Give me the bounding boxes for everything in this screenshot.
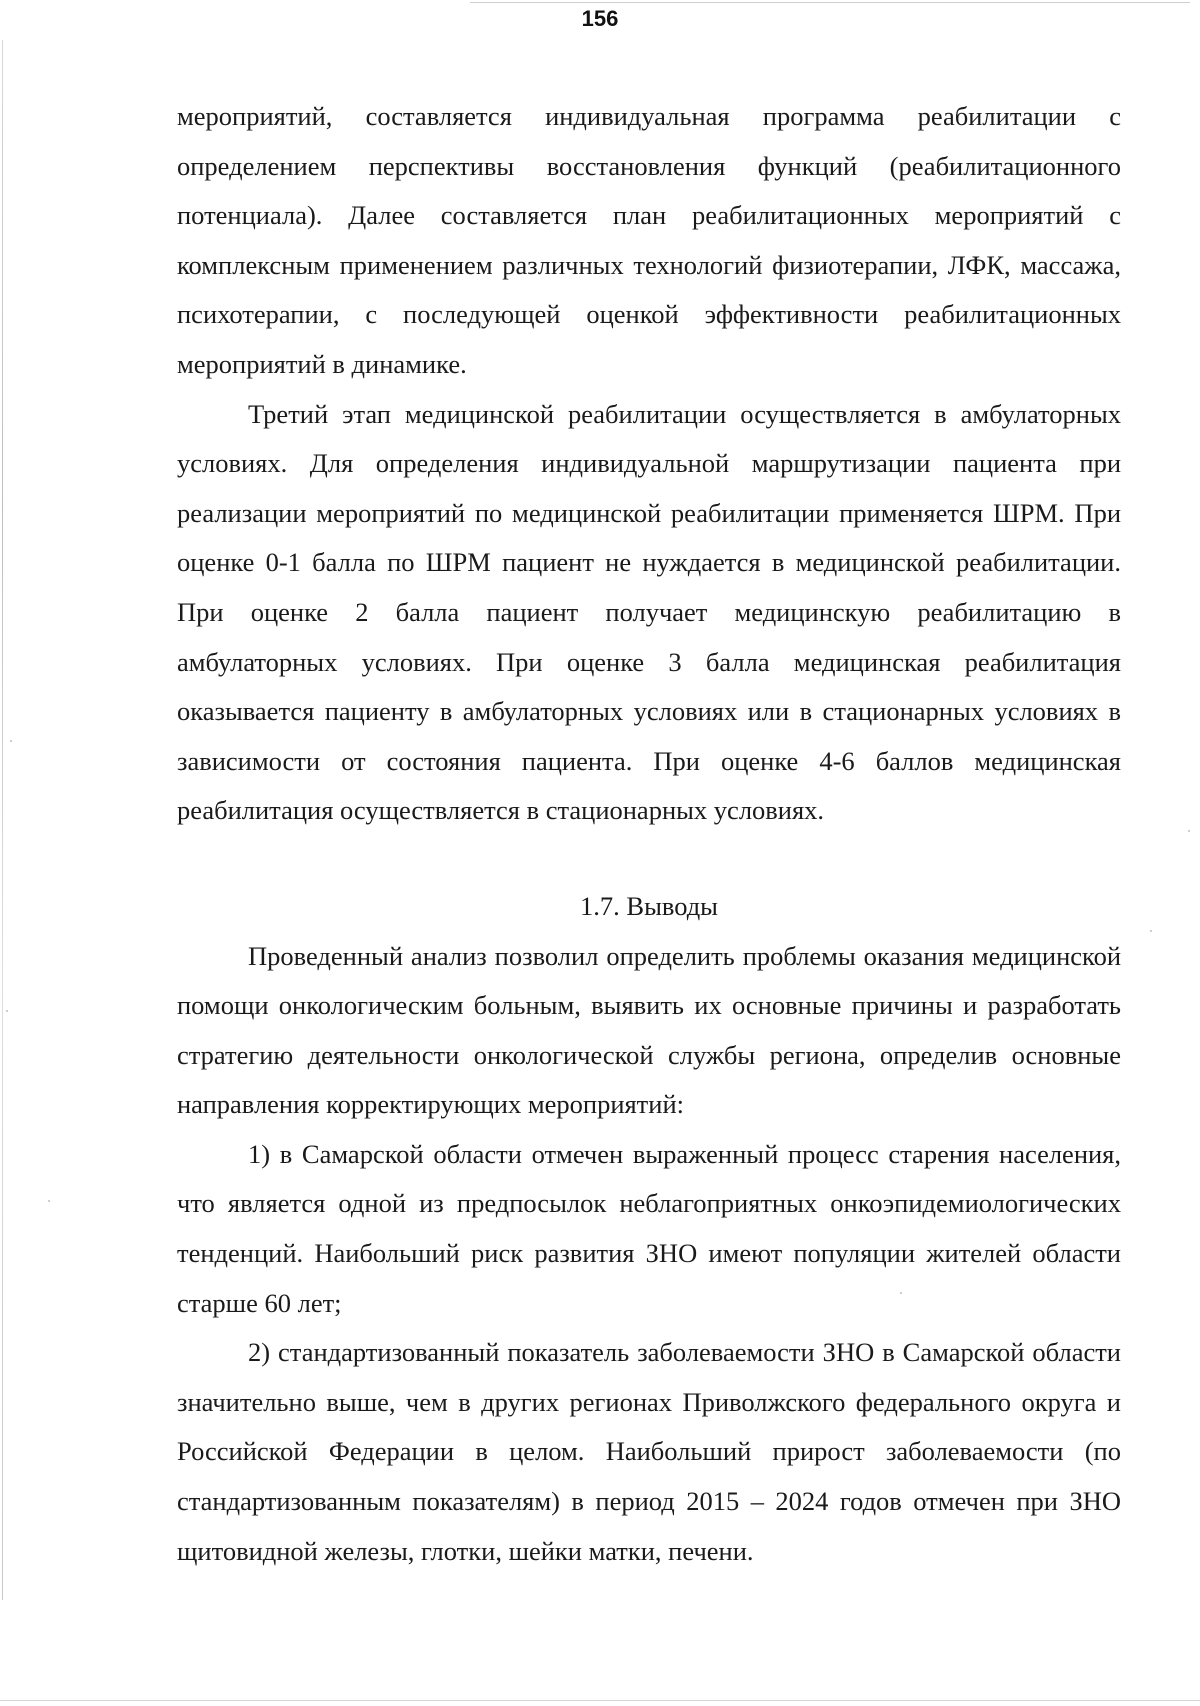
list-item-1: 1) в Самарской области отмечен выраженный процесс старения населения, что является одной из предпосылок неблагоприятных онкоэпидемиологических тенденций. Наибольший риск развития ЗНО имеют популяции жителей области старше 60 лет; — [177, 1138, 1121, 1318]
scan-edge-top — [470, 2, 1190, 3]
list-item-2: 2) стандартизованный показатель заболеваемости ЗНО в Самарской области значительно выше, чем в других регионах Приволжского федерального округа и Российской Федерации в целом. Наибольший прирост заболеваемости (по стандартизованным показателям) в период 2015 – 2024 годов отмечен при ЗНО щитовидной железы, глотки, шейки матки, печени. — [177, 1337, 1121, 1566]
scan-speck — [10, 740, 12, 742]
scan-speck — [6, 1010, 8, 1012]
scan-speck — [48, 1200, 50, 1202]
scan-edge-left — [2, 40, 3, 1600]
page-number: 156 — [581, 6, 619, 31]
scan-edge-bottom — [0, 1700, 1200, 1701]
page-body — [177, 92, 1121, 1576]
scan-speck — [1150, 930, 1152, 932]
paragraph-third-stage: Третий этап медицинской реабилитации осуществляется в амбулаторных условиях. Для определения индивидуальной маршрутизации пациента при реализации мероприятий по медицинской реабилитации применяется ШРМ. При оценке 0-1 балла по ШРМ пациент не нуждается в медицинской реабилитации. При оценке 2 балла пациент получает медицинскую реабилитацию в амбулаторных условиях. При оценке 3 балла медицинская реабилитация оказывается пациенту в амбулаторных условиях или в стационарных условиях в зависимости от состояния пациента. При оценке 4-6 баллов медицинская реабилитация осуществляется в стационарных условиях. — [177, 398, 1121, 826]
scan-speck — [1188, 830, 1190, 832]
section-heading: 1.7. Выводы — [580, 890, 718, 921]
paragraph-continuation: мероприятий, составляется индивидуальная программа реабилитации с определением перспективы восстановления функций (реабилитационного потенциала). Далее составляется план реабилитационных мероприятий с комплексным применением различных технологий физиотерапии, ЛФК, массажа, психотерапии, с последующей оценкой эффективности реабилитационных мероприятий в динамике. — [177, 101, 1121, 379]
paragraph-conclusions-intro: Проведенный анализ позволил определить проблемы оказания медицинской помощи онкологическим больным, выявить их основные причины и разработать стратегию деятельности онкологической службы региона, определив основные направления корректирующих мероприятий: — [177, 940, 1121, 1120]
